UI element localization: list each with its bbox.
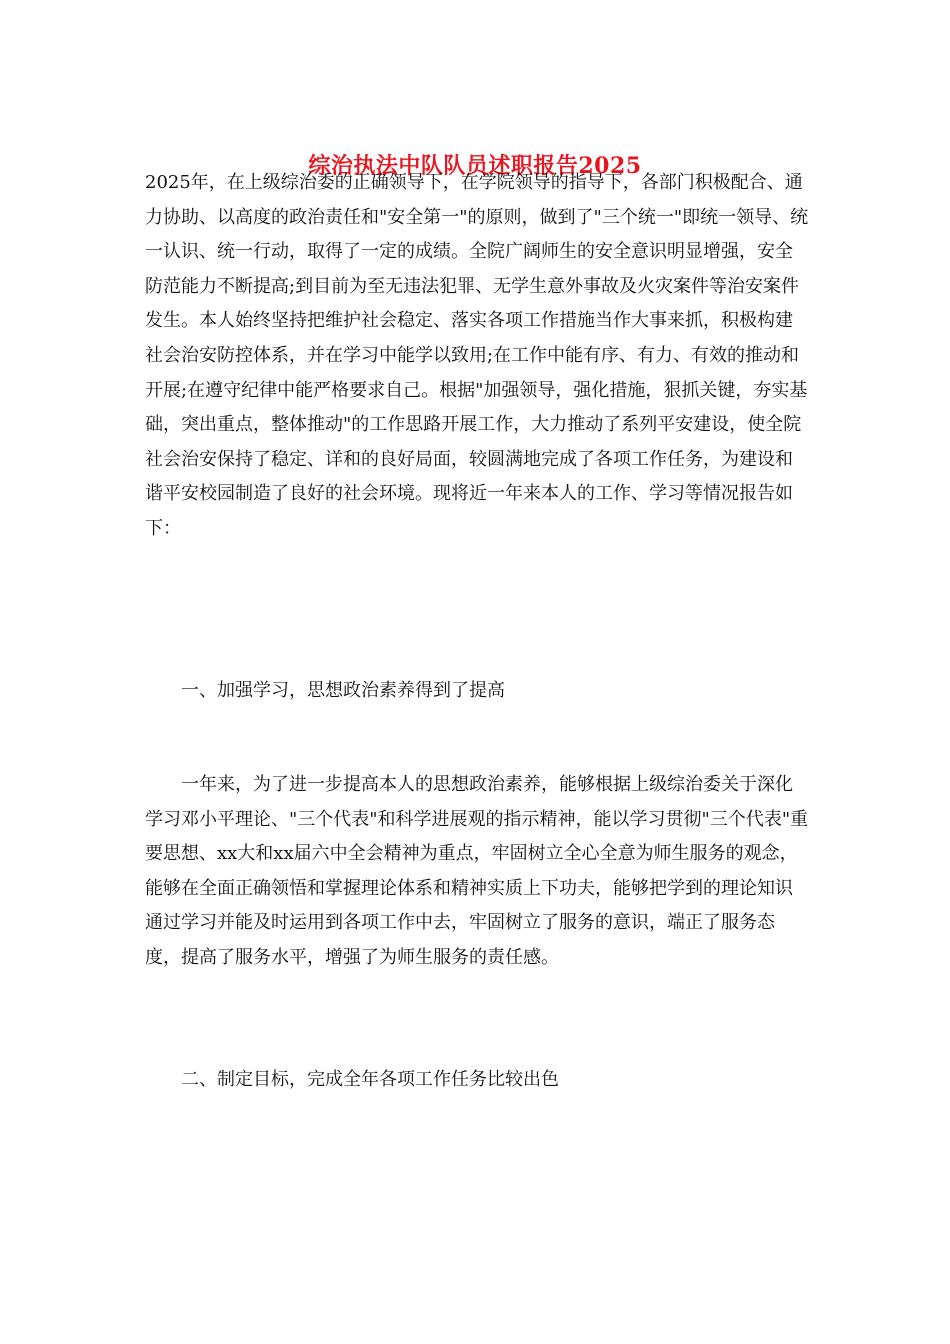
section-1-heading: 一、加强学习，思想政治素养得到了提高 (181, 680, 505, 701)
intro-paragraph: 2025年，在上级综治委的正确领导下，在学院领导的指导下，各部门积极配合、通力协助、以高度的政治责任和"安全第一"的原则，做到了"三个统一"即统一领导、统一认识、统一行动，取得了一定的成绩。全院广阔师生的安全意识明显增强，安全防范能力不断提高;到目前为至无违法犯罪、无学生意外事故及火灾案件等治安案件发生。本人始终坚持把维护社会稳定、落实各项工作措施当作大事来抓，积极构建社会治安防控体系，并在学习中能学以致用;在工作中能有序、有力、有效的推动和开展;在遵守纪律中能严格要求自己。根据"加强领导，强化措施，狠抓关键，夯实基础，突出重点，整体推动"的工作思路开展工作，大力推动了系列平安建设，使全院社会治安保持了稳定、详和的良好局面，较圆满地完成了各项工作任务，为建设和谐平安校园制造了良好的社会环境。现将近一年来本人的工作、学习等情况报告如下： (145, 172, 809, 539)
document-title: 综治执法中队队员述职报告2025 (308, 153, 642, 179)
section-1-paragraph: 一年来，为了进一步提高本人的思想政治素养，能够根据上级综治委关于深化学习邓小平理论、"三个代表"和科学进展观的指示精神，能以学习贯彻"三个代表"重要思想、xx大和xx届六中全会精神为重点，牢固树立全心全意为师生服务的观念，能够在全面正确领悟和掌握理论体系和精神实质上下功夫，能够把学到的理论知识通过学习并能及时运用到各项工作中去，牢固树立了服务的意识，端正了服务态度，提高了服务水平，增强了为师生服务的责任感。 (145, 774, 809, 968)
section-2-heading: 二、制定目标，完成全年各项工作任务比较出色 (181, 1069, 559, 1090)
